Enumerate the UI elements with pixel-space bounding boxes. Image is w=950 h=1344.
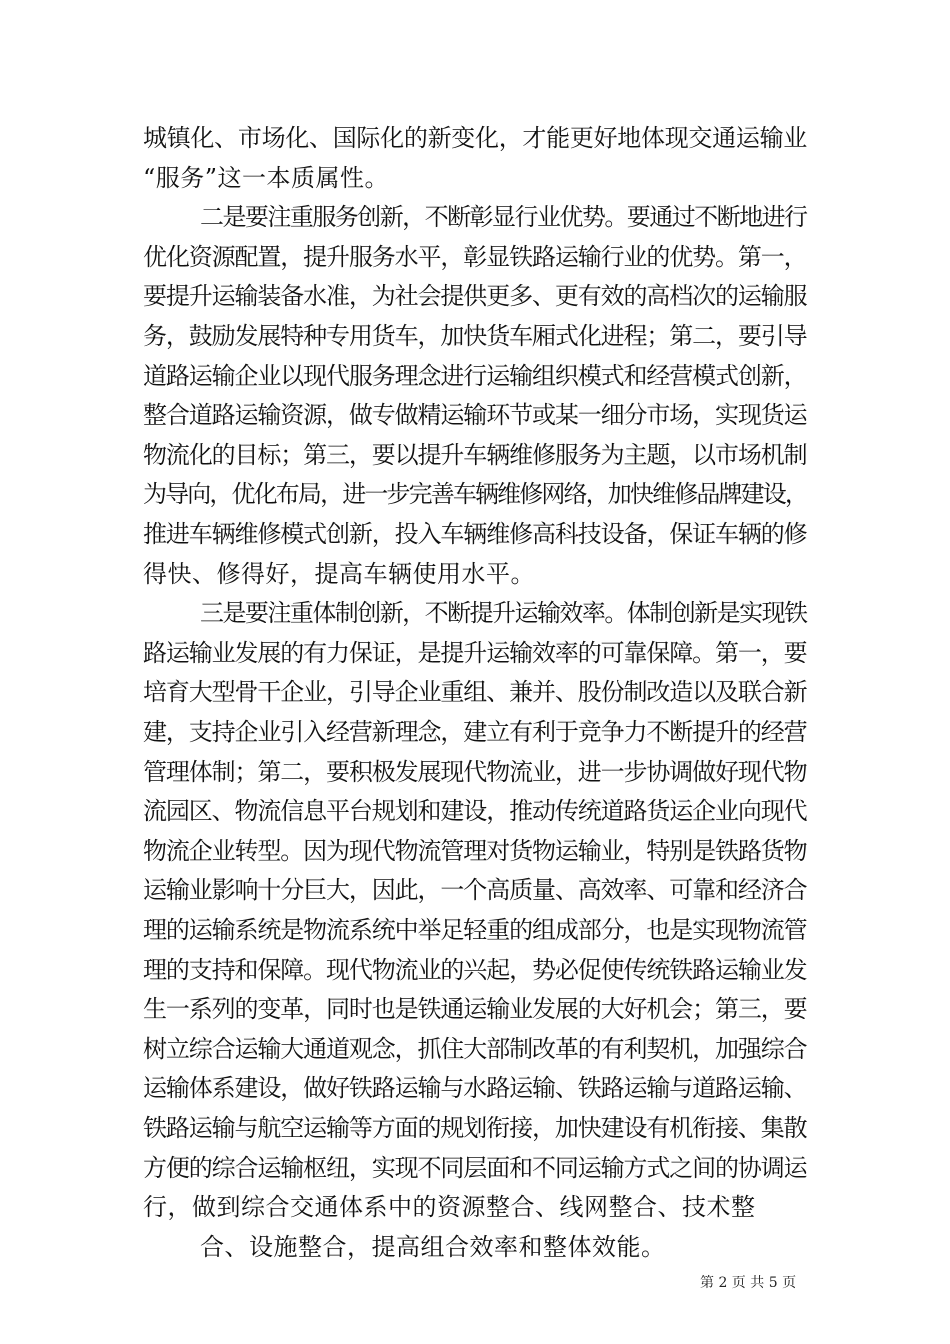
page-number: 第 2 页 共 5 页 xyxy=(700,1275,797,1291)
text-line: 管理体制；第二，要积极发展现代物流业，进一步协调做好现代物 xyxy=(143,757,807,786)
text-line: 为导向，优化布局，进一步完善车辆维修网络，加快维修品牌建设， xyxy=(143,480,807,509)
text-line: 流园区、物流信息平台规划和建设，推动传统道路货运企业向现代 xyxy=(143,797,807,826)
text-line: 运输体系建设，做好铁路运输与水路运输、铁路运输与道路运输、 xyxy=(143,1074,807,1103)
text-line: 三是要注重体制创新，不断提升运输效率。体制创新是实现铁 xyxy=(200,599,807,628)
text-line: 树立综合运输大通道观念，抓住大部制改革的有利契机，加强综合 xyxy=(143,1034,807,1063)
text-line: 二是要注重服务创新，不断彰显行业优势。要通过不断地进行 xyxy=(200,203,807,232)
text-line: “服务”这一本质属性。 xyxy=(143,163,390,192)
text-line: 运输业影响十分巨大，因此，一个高质量、高效率、可靠和经济合 xyxy=(143,876,807,905)
text-line: 得快、修得好，提高车辆使用水平。 xyxy=(143,559,535,588)
text-line: 要提升运输装备水准，为社会提供更多、更有效的高档次的运输服 xyxy=(143,282,807,311)
text-line: 方便的综合运输枢纽，实现不同层面和不同运输方式之间的协调运 xyxy=(143,1153,807,1182)
text-line: 物流企业转型。因为现代物流管理对货物运输业，特别是铁路货物 xyxy=(143,836,807,865)
text-line: 优化资源配置，提升服务水平，彰显铁路运输行业的优势。第一， xyxy=(143,242,807,271)
text-line: 行，做到综合交通体系中的资源整合、线网整合、技术整 xyxy=(143,1193,756,1222)
text-line: 建，支持企业引入经营新理念，建立有利于竞争力不断提升的经营 xyxy=(143,718,807,746)
text-line: 道路运输企业以现代服务理念进行运输组织模式和经营模式创新， xyxy=(143,361,807,390)
text-line: 推进车辆维修模式创新，投入车辆维修高科技设备，保证车辆的修 xyxy=(143,520,807,548)
text-line: 合、设施整合，提高组合效率和整体效能。 xyxy=(200,1232,666,1261)
text-line: 理的支持和保障。现代物流业的兴起，势必促使传统铁路运输业发 xyxy=(143,955,807,984)
text-line: 路运输业发展的有力保证，是提升运输效率的可靠保障。第一，要 xyxy=(143,638,807,667)
text-line: 物流化的目标；第三，要以提升车辆维修服务为主题，以市场机制 xyxy=(143,440,807,469)
text-line: 整合道路运输资源，做专做精运输环节或某一细分市场，实现货运 xyxy=(143,401,807,430)
text-line: 生一系列的变革，同时也是铁通运输业发展的大好机会；第三，要 xyxy=(143,995,807,1024)
text-line: 务，鼓励发展特种专用货车，加快货车厢式化进程；第二，要引导 xyxy=(143,322,807,350)
text-line: 铁路运输与航空运输等方面的规划衔接，加快建设有机衔接、集散 xyxy=(143,1114,807,1142)
text-line: 城镇化、市场化、国际化的新变化，才能更好地体现交通运输业 xyxy=(143,124,807,152)
text-line: 理的运输系统是物流系统中举足轻重的组成部分，也是实现物流管 xyxy=(143,916,807,944)
text-line: 培育大型骨干企业，引导企业重组、兼并、股份制改造以及联合新 xyxy=(143,678,807,707)
